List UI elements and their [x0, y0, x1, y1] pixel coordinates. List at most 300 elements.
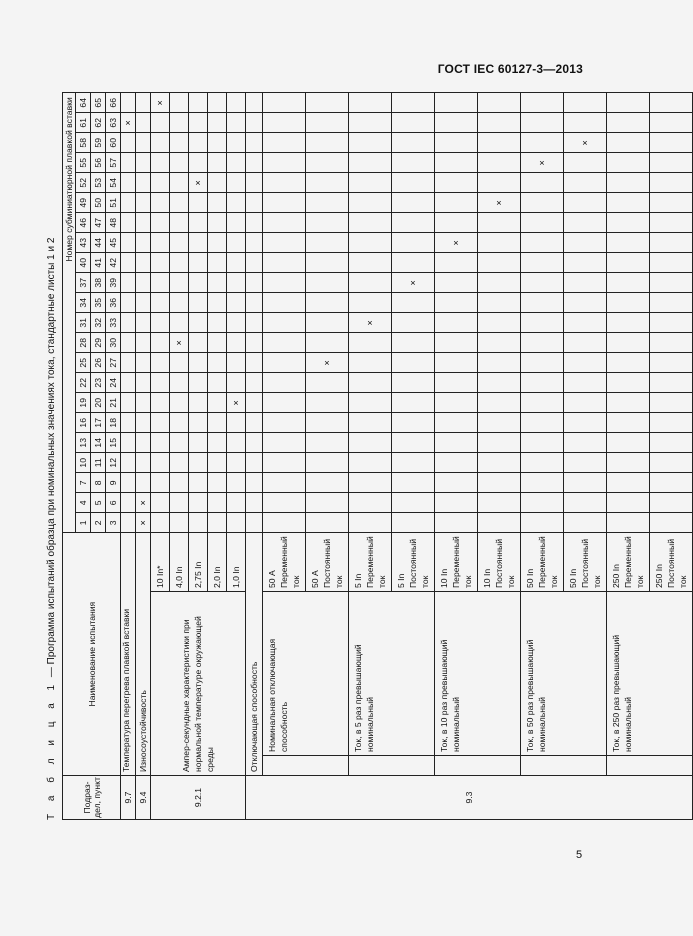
grid-cell — [435, 513, 478, 533]
grid-cell — [208, 373, 227, 393]
grid-cell — [521, 493, 564, 513]
fuse-number: 21 — [106, 393, 121, 413]
section-cell: 9.2.1 — [151, 776, 246, 820]
grid-cell — [121, 393, 136, 413]
grid-cell — [227, 153, 246, 173]
grid-cell — [136, 453, 151, 473]
grid-cell — [136, 473, 151, 493]
grid-cell — [435, 93, 478, 113]
test-name: Отключающая способность — [246, 533, 263, 776]
grid-cell — [435, 213, 478, 233]
grid-cell — [607, 233, 650, 253]
grid-cell — [170, 173, 189, 193]
grid-cell — [392, 393, 435, 413]
grid-cell — [478, 513, 521, 533]
fuse-number: 3 — [106, 513, 121, 533]
grid-cell — [246, 353, 263, 373]
grid-cell — [392, 373, 435, 393]
grid-cell — [607, 513, 650, 533]
grid-cell — [650, 173, 693, 193]
grid-cell — [650, 93, 693, 113]
grid-cell — [564, 113, 607, 133]
grid-cell — [392, 313, 435, 333]
grid-cell — [521, 393, 564, 413]
fuse-number: 15 — [106, 433, 121, 453]
grid-cell — [227, 133, 246, 153]
current-value: 10 In — [439, 568, 449, 588]
grid-cell — [208, 253, 227, 273]
grid-cell — [121, 273, 136, 293]
grid-cell — [564, 353, 607, 373]
grid-cell — [227, 373, 246, 393]
grid-cell — [650, 253, 693, 273]
grid-cell — [189, 153, 208, 173]
grid-cell — [246, 433, 263, 453]
grid-cell — [478, 493, 521, 513]
grid-cell — [227, 433, 246, 453]
grid-cell — [151, 353, 170, 373]
rotated-table-block — [46, 90, 688, 820]
grid-cell — [478, 433, 521, 453]
grid-cell — [121, 133, 136, 153]
grid-cell — [189, 373, 208, 393]
test-mark: × — [478, 193, 521, 213]
fuse-number: 12 — [106, 453, 121, 473]
grid-cell — [151, 413, 170, 433]
test-mark: × — [121, 113, 136, 133]
grid-cell — [170, 293, 189, 313]
grid-cell — [607, 433, 650, 453]
grid-cell — [564, 273, 607, 293]
current-kind: Переменный ток — [279, 536, 301, 588]
grid-cell — [306, 393, 349, 413]
grid-cell — [564, 293, 607, 313]
grid-cell — [650, 113, 693, 133]
grid-cell — [564, 333, 607, 353]
current-value: 50 In — [568, 568, 578, 588]
fuse-number: 23 — [91, 373, 106, 393]
grid-cell — [349, 333, 392, 353]
grid-cell — [650, 473, 693, 493]
grid-cell — [208, 453, 227, 473]
grid-cell — [650, 293, 693, 313]
grid-cell — [607, 133, 650, 153]
grid-cell — [306, 433, 349, 453]
table-caption — [46, 90, 57, 820]
grid-cell — [306, 413, 349, 433]
grid-cell — [227, 113, 246, 133]
table-row — [151, 93, 170, 820]
grid-cell — [263, 133, 306, 153]
grid-cell — [263, 413, 306, 433]
grid-cell — [435, 373, 478, 393]
fuse-number: 64 — [76, 93, 91, 113]
grid-cell — [521, 453, 564, 473]
header-row — [63, 93, 76, 820]
grid-cell — [246, 333, 263, 353]
current-value: 4,0 In — [170, 533, 189, 592]
grid-cell — [170, 493, 189, 513]
grid-cell — [136, 293, 151, 313]
grid-cell — [170, 113, 189, 133]
grid-cell — [349, 233, 392, 253]
grid-cell — [208, 93, 227, 113]
grid-cell — [121, 413, 136, 433]
fuse-number: 9 — [106, 473, 121, 493]
grid-cell — [392, 333, 435, 353]
grid-cell — [392, 513, 435, 533]
grid-cell — [121, 453, 136, 473]
fuse-number: 51 — [106, 193, 121, 213]
test-mark: × — [151, 93, 170, 113]
fuse-number: 49 — [76, 193, 91, 213]
fuse-number: 38 — [91, 273, 106, 293]
fuse-number: 62 — [91, 113, 106, 133]
grid-cell — [263, 373, 306, 393]
fuse-number: 30 — [106, 333, 121, 353]
test-mark: × — [521, 153, 564, 173]
grid-cell — [349, 453, 392, 473]
fuse-number: 55 — [76, 153, 91, 173]
grid-cell — [121, 373, 136, 393]
table-row — [521, 93, 564, 820]
current-kind: Постоянный ток — [408, 539, 430, 588]
grid-cell — [227, 193, 246, 213]
grid-cell — [435, 353, 478, 373]
grid-cell — [607, 353, 650, 373]
grid-cell — [227, 93, 246, 113]
grid-cell — [521, 113, 564, 133]
grid-cell — [478, 153, 521, 173]
grid-cell — [435, 193, 478, 213]
grid-cell — [208, 113, 227, 133]
grid-cell — [306, 113, 349, 133]
grid-cell — [227, 313, 246, 333]
grid-cell — [435, 153, 478, 173]
grid-cell — [349, 373, 392, 393]
fuse-number: 65 — [91, 93, 106, 113]
grid-cell — [435, 113, 478, 133]
current-kind: Переменный ток — [451, 536, 473, 588]
fuse-number: 34 — [76, 293, 91, 313]
group-header: Номер субминиатюрной плавкой вставки — [63, 93, 76, 533]
grid-cell — [136, 333, 151, 353]
grid-cell — [478, 273, 521, 293]
fuse-number: 7 — [76, 473, 91, 493]
grid-cell — [521, 273, 564, 293]
grid-cell — [607, 113, 650, 133]
grid-cell — [208, 193, 227, 213]
current-kind-cell — [392, 533, 435, 592]
grid-cell — [435, 473, 478, 493]
grid-cell — [121, 293, 136, 313]
grid-cell — [650, 153, 693, 173]
grid-cell — [607, 493, 650, 513]
grid-cell — [521, 333, 564, 353]
grid-cell — [650, 273, 693, 293]
grid-cell — [263, 113, 306, 133]
grid-cell — [136, 233, 151, 253]
grid-cell — [189, 433, 208, 453]
grid-cell — [607, 293, 650, 313]
grid-cell — [136, 253, 151, 273]
grid-cell — [208, 513, 227, 533]
grid-cell — [208, 353, 227, 373]
grid-cell — [246, 373, 263, 393]
grid-cell — [521, 233, 564, 253]
grid-cell — [306, 273, 349, 293]
fuse-number: 16 — [76, 413, 91, 433]
section-cell: 9.4 — [136, 776, 151, 820]
current-value: 2,75 In — [189, 533, 208, 592]
grid-cell — [170, 433, 189, 453]
grid-cell — [564, 93, 607, 113]
grid-cell — [170, 513, 189, 533]
fuse-number: 5 — [91, 493, 106, 513]
grid-cell — [170, 273, 189, 293]
section-cell: 9.3 — [246, 776, 693, 820]
table-row — [263, 93, 306, 820]
grid-cell — [392, 133, 435, 153]
current-kind: Переменный ток — [623, 536, 645, 588]
grid-cell — [263, 453, 306, 473]
fuse-number: 17 — [91, 413, 106, 433]
grid-cell — [349, 413, 392, 433]
grid-cell — [650, 413, 693, 433]
fuse-number: 46 — [76, 213, 91, 233]
grid-cell — [521, 193, 564, 213]
grid-cell — [306, 93, 349, 113]
section-header: Подраз-дел, пункт — [63, 776, 121, 820]
grid-cell — [521, 253, 564, 273]
grid-cell — [227, 213, 246, 233]
fuse-number: 44 — [91, 233, 106, 253]
grid-cell — [521, 433, 564, 453]
test-mark: × — [227, 393, 246, 413]
grid-cell — [189, 473, 208, 493]
grid-cell — [263, 213, 306, 233]
grid-cell — [246, 473, 263, 493]
grid-cell — [170, 213, 189, 233]
grid-cell — [435, 453, 478, 473]
grid-cell — [306, 233, 349, 253]
grid-cell — [607, 153, 650, 173]
grid-cell — [121, 233, 136, 253]
grid-cell — [246, 173, 263, 193]
grid-cell — [435, 413, 478, 433]
fuse-number: 43 — [76, 233, 91, 253]
fuse-number: 25 — [76, 353, 91, 373]
grid-cell — [564, 233, 607, 253]
grid-cell — [564, 313, 607, 333]
grid-cell — [189, 293, 208, 313]
grid-cell — [521, 293, 564, 313]
grid-cell — [650, 313, 693, 333]
test-mark: × — [189, 173, 208, 193]
grid-cell — [136, 193, 151, 213]
subtest-name: Ток, в 10 раз превышающий номинальный — [435, 592, 521, 756]
grid-cell — [306, 373, 349, 393]
grid-cell — [607, 373, 650, 393]
current-kind-cell — [564, 533, 607, 592]
grid-cell — [263, 233, 306, 253]
fuse-number: 4 — [76, 493, 91, 513]
grid-cell — [349, 213, 392, 233]
grid-cell — [478, 313, 521, 333]
grid-cell — [151, 493, 170, 513]
grid-cell — [151, 173, 170, 193]
grid-cell — [349, 513, 392, 533]
current-kind-cell — [435, 533, 478, 592]
current-value: 5 In — [396, 573, 406, 588]
grid-cell — [151, 293, 170, 313]
grid-cell — [564, 173, 607, 193]
fuse-number: 45 — [106, 233, 121, 253]
grid-cell — [607, 213, 650, 233]
grid-cell — [650, 333, 693, 353]
grid-cell — [246, 153, 263, 173]
grid-cell — [263, 473, 306, 493]
grid-cell — [521, 513, 564, 533]
grid-cell — [435, 493, 478, 513]
current-kind-cell — [650, 533, 693, 592]
grid-cell — [349, 93, 392, 113]
grid-cell — [306, 313, 349, 333]
grid-cell — [392, 433, 435, 453]
grid-cell — [564, 373, 607, 393]
grid-cell — [521, 313, 564, 333]
grid-cell — [263, 153, 306, 173]
table-row — [246, 93, 263, 820]
grid-cell — [136, 373, 151, 393]
grid-cell — [349, 353, 392, 373]
fuse-number: 31 — [76, 313, 91, 333]
grid-cell — [136, 153, 151, 173]
grid-cell — [607, 273, 650, 293]
grid-cell — [564, 413, 607, 433]
grid-cell — [208, 313, 227, 333]
grid-cell — [392, 493, 435, 513]
grid-cell — [121, 93, 136, 113]
grid-cell — [564, 213, 607, 233]
fuse-number: 59 — [91, 133, 106, 153]
fuse-number: 53 — [91, 173, 106, 193]
grid-cell — [349, 113, 392, 133]
grid-cell — [306, 473, 349, 493]
grid-cell — [189, 233, 208, 253]
test-program-table — [62, 92, 693, 820]
grid-cell — [306, 493, 349, 513]
table-row — [121, 93, 136, 820]
fuse-number: 8 — [91, 473, 106, 493]
grid-cell — [607, 193, 650, 213]
grid-cell — [607, 413, 650, 433]
fuse-number: 37 — [76, 273, 91, 293]
current-kind-cell — [478, 533, 521, 592]
grid-cell — [170, 373, 189, 393]
grid-cell — [564, 393, 607, 413]
current-value: 250 In — [654, 564, 664, 588]
grid-cell — [189, 273, 208, 293]
current-kind: Переменный ток — [365, 536, 387, 588]
grid-cell — [246, 293, 263, 313]
grid-cell — [208, 293, 227, 313]
fuse-number: 60 — [106, 133, 121, 153]
grid-cell — [650, 433, 693, 453]
grid-cell — [435, 393, 478, 413]
grid-cell — [478, 393, 521, 413]
current-kind: Постоянный ток — [580, 539, 602, 588]
caption-prefix: Т а б л и ц а 1 — [46, 679, 57, 820]
grid-cell — [227, 253, 246, 273]
grid-cell — [189, 253, 208, 273]
grid-cell — [189, 313, 208, 333]
grid-cell — [227, 173, 246, 193]
grid-cell — [650, 213, 693, 233]
grid-cell — [349, 173, 392, 193]
grid-cell — [189, 393, 208, 413]
grid-cell — [263, 93, 306, 113]
grid-cell — [564, 253, 607, 273]
grid-cell — [170, 153, 189, 173]
grid-cell — [349, 293, 392, 313]
grid-cell — [136, 213, 151, 233]
grid-cell — [349, 253, 392, 273]
grid-cell — [349, 153, 392, 173]
grid-cell — [435, 313, 478, 333]
grid-cell — [151, 473, 170, 493]
grid-cell — [521, 213, 564, 233]
grid-cell — [478, 353, 521, 373]
grid-cell — [170, 253, 189, 273]
fuse-number: 11 — [91, 453, 106, 473]
grid-cell — [521, 373, 564, 393]
grid-cell — [136, 273, 151, 293]
grid-cell — [263, 173, 306, 193]
grid-cell — [246, 233, 263, 253]
grid-cell — [151, 253, 170, 273]
grid-cell — [478, 473, 521, 493]
test-name: Износоустойчивость — [136, 533, 151, 776]
grid-cell — [306, 513, 349, 533]
grid-cell — [607, 253, 650, 273]
fuse-number: 28 — [76, 333, 91, 353]
current-kind: Переменный ток — [537, 536, 559, 588]
current-kind-cell — [349, 533, 392, 592]
subtest-name: Ток, в 50 раз превышающий номинальный — [521, 592, 607, 756]
test-mark: × — [136, 493, 151, 513]
grid-cell — [170, 233, 189, 253]
grid-cell — [208, 433, 227, 453]
grid-cell — [306, 133, 349, 153]
grid-cell — [208, 213, 227, 233]
current-value: 250 In — [611, 564, 621, 588]
grid-cell — [151, 113, 170, 133]
grid-cell — [607, 473, 650, 493]
subtest-name: Ток, в 250 раз превышающий номинальный — [607, 592, 693, 756]
grid-cell — [306, 173, 349, 193]
grid-cell — [392, 353, 435, 373]
fuse-number: 22 — [76, 373, 91, 393]
current-kind-cell — [607, 533, 650, 592]
grid-cell — [392, 233, 435, 253]
blank-cell — [435, 756, 521, 776]
test-mark: × — [392, 273, 435, 293]
grid-cell — [478, 333, 521, 353]
subtest-name: Номинальная отключающая способность — [263, 592, 349, 756]
fuse-number: 10 — [76, 453, 91, 473]
grid-cell — [564, 473, 607, 493]
